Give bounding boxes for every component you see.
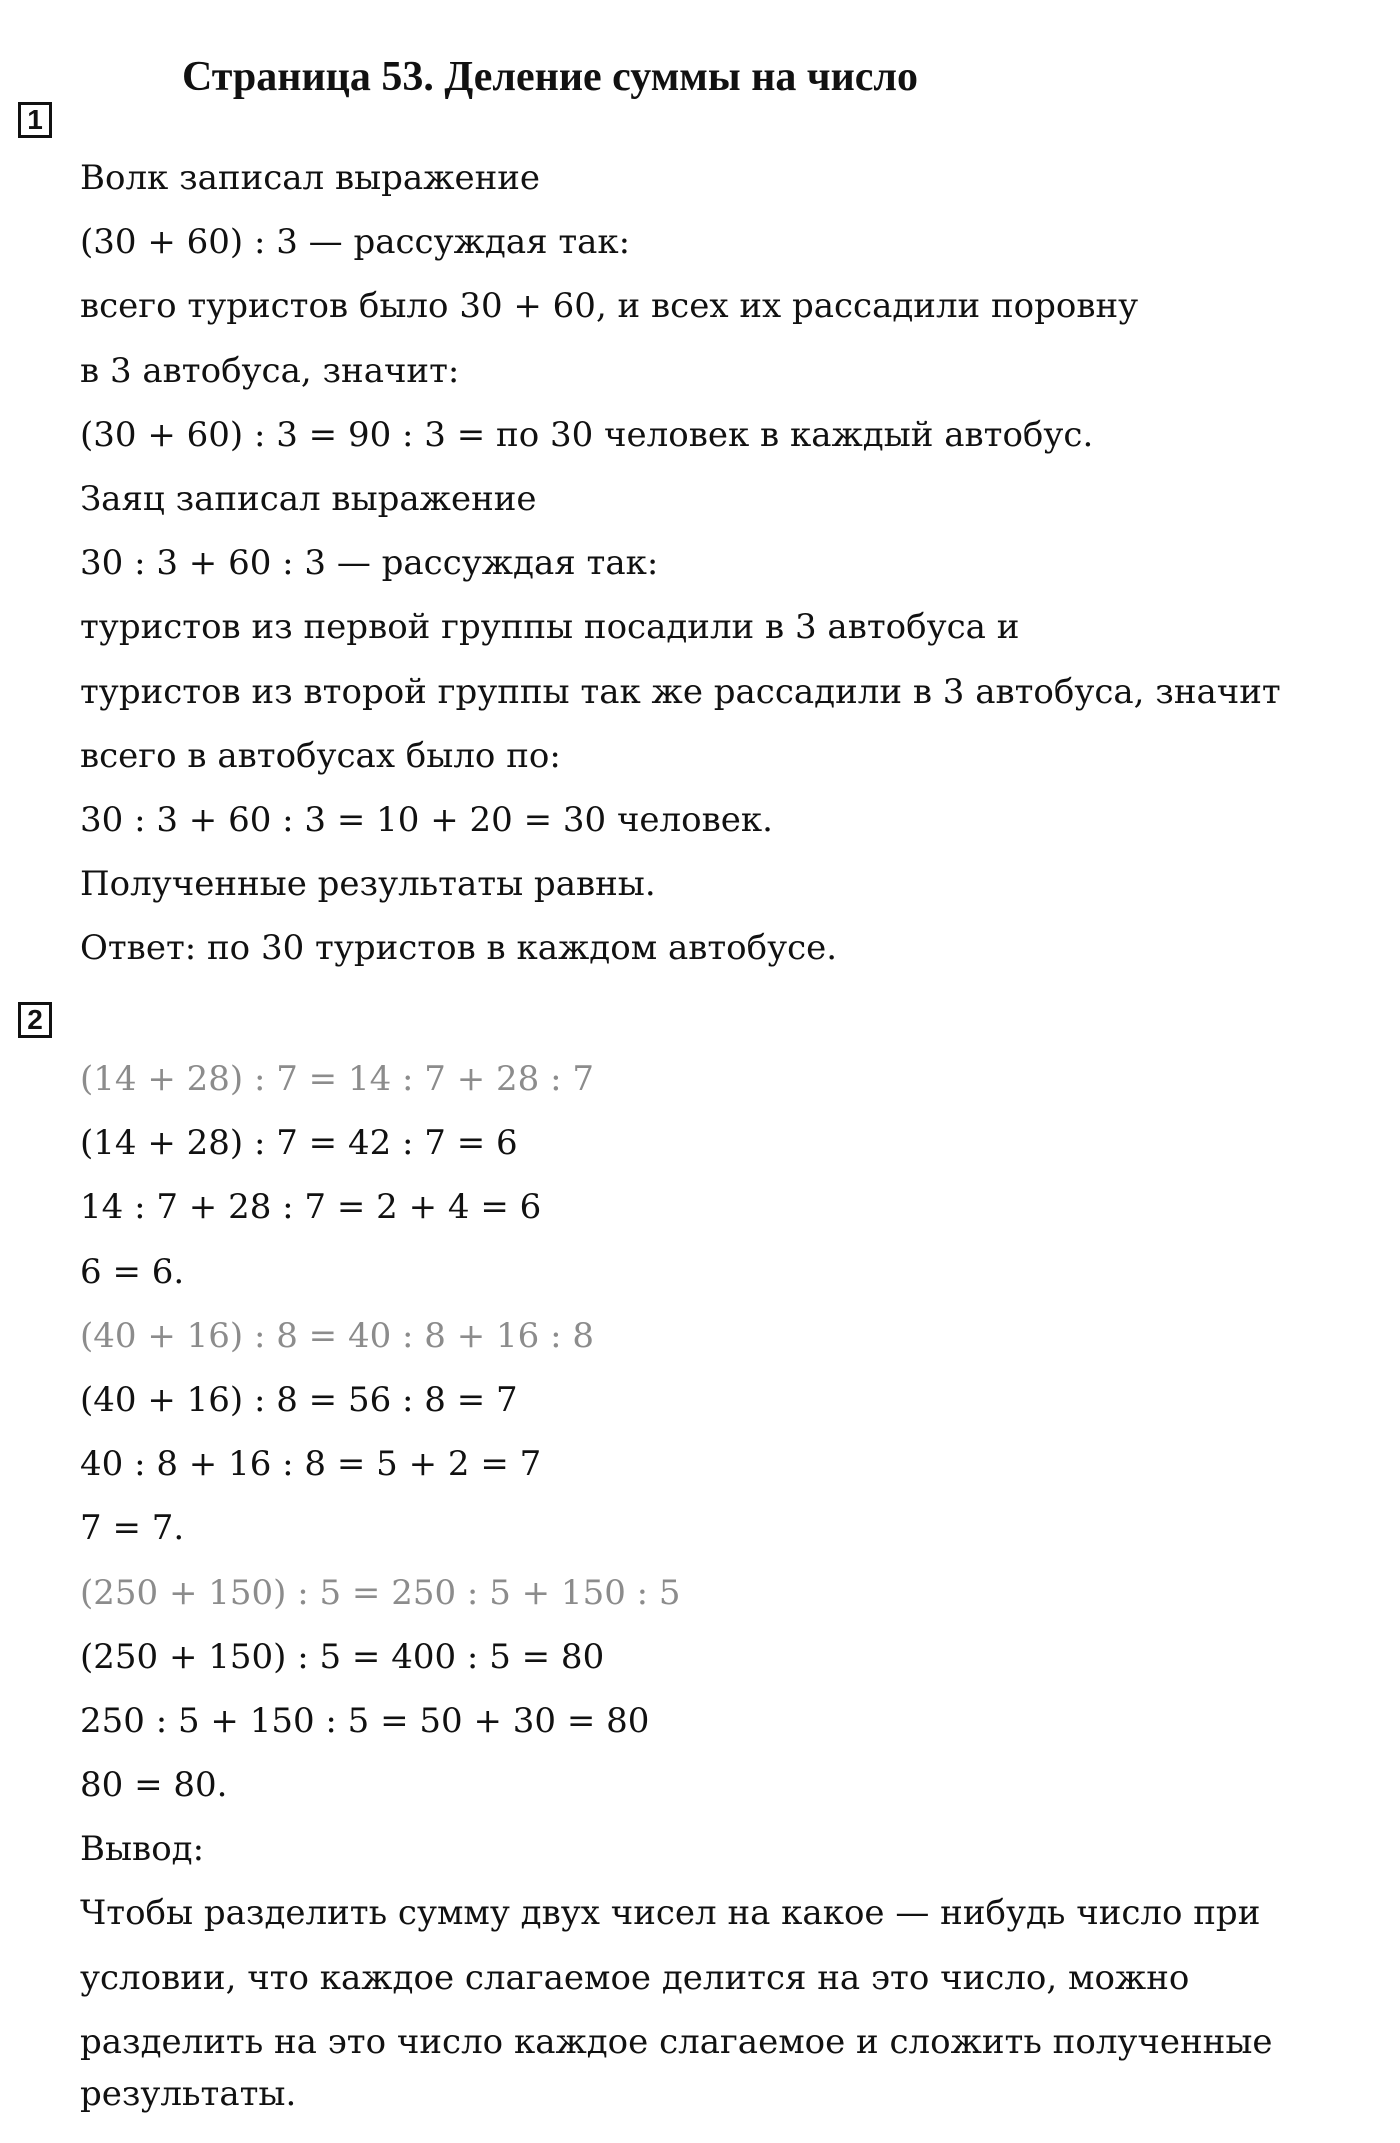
task-text-line: Чтобы разделить сумму двух чисел на какое — нибудь число при bbox=[80, 1893, 1261, 1934]
task-text-line: разделить на это число каждое слагаемое и сложить полученные bbox=[80, 2021, 1273, 2062]
task-text-line: Волк записал выражение bbox=[80, 158, 541, 198]
task-text-line: (40 + 16) : 8 = 56 : 8 = 7 bbox=[80, 1379, 518, 1420]
task-text-line: туристов из первой группы посадили в 3 автобуса и bbox=[80, 607, 1020, 648]
task-text-line: (30 + 60) : 3 — рассуждая так: bbox=[80, 222, 631, 263]
task-text-line: результаты. bbox=[80, 2073, 297, 2114]
task-text-line: 14 : 7 + 28 : 7 = 2 + 4 = 6 bbox=[80, 1187, 542, 1228]
task-equation-line: (14 + 28) : 7 = 14 : 7 + 28 : 7 bbox=[80, 1059, 595, 1099]
task-text-line: (30 + 60) : 3 = 90 : 3 = по 30 человек в каждый автобус. bbox=[80, 414, 1094, 455]
task-number-1: 1 bbox=[18, 102, 52, 138]
task-text-line: 7 = 7. bbox=[80, 1508, 185, 1549]
task-text-line: 40 : 8 + 16 : 8 = 5 + 2 = 7 bbox=[80, 1444, 542, 1485]
task-text-line: 250 : 5 + 150 : 5 = 50 + 30 = 80 bbox=[80, 1700, 650, 1741]
task-text-line: 30 : 3 + 60 : 3 = 10 + 20 = 30 человек. bbox=[80, 799, 773, 840]
task-text-line: условии, что каждое слагаемое делится на это число, можно bbox=[80, 1957, 1190, 1998]
task-1-solution bbox=[80, 156, 1281, 990]
task-equation-line: (250 + 150) : 5 = 250 : 5 + 150 : 5 bbox=[80, 1572, 681, 1613]
task-text-line: Ответ: по 30 туристов в каждом автобусе. bbox=[80, 928, 838, 969]
task-equation-line: (40 + 16) : 8 = 40 : 8 + 16 : 8 bbox=[80, 1315, 595, 1356]
task-text-line: всего в автобусах было по: bbox=[80, 735, 561, 776]
task-text-line: Вывод: bbox=[80, 1829, 205, 1870]
task-2-solution bbox=[80, 1057, 1273, 2136]
task-text-line: Заяц записал выражение bbox=[80, 478, 537, 519]
task-number-2: 2 bbox=[18, 1002, 52, 1038]
task-text-line: туристов из второй группы так же рассадили в 3 автобуса, значит bbox=[80, 671, 1281, 712]
task-text-line: (14 + 28) : 7 = 42 : 7 = 6 bbox=[80, 1123, 518, 1164]
task-text-line: всего туристов было 30 + 60, и всех их рассадили поровну bbox=[80, 286, 1139, 327]
page-title: Страница 53. Деление суммы на число bbox=[181, 54, 918, 101]
task-text-line: 80 = 80. bbox=[80, 1765, 228, 1806]
task-text-line: Полученные результаты равны. bbox=[80, 864, 656, 905]
task-text-line: 6 = 6. bbox=[80, 1251, 185, 1292]
task-text-line: (250 + 150) : 5 = 400 : 5 = 80 bbox=[80, 1636, 605, 1677]
task-text-line: в 3 автобуса, значит: bbox=[80, 350, 460, 391]
task-text-line: 30 : 3 + 60 : 3 — рассуждая так: bbox=[80, 543, 659, 584]
